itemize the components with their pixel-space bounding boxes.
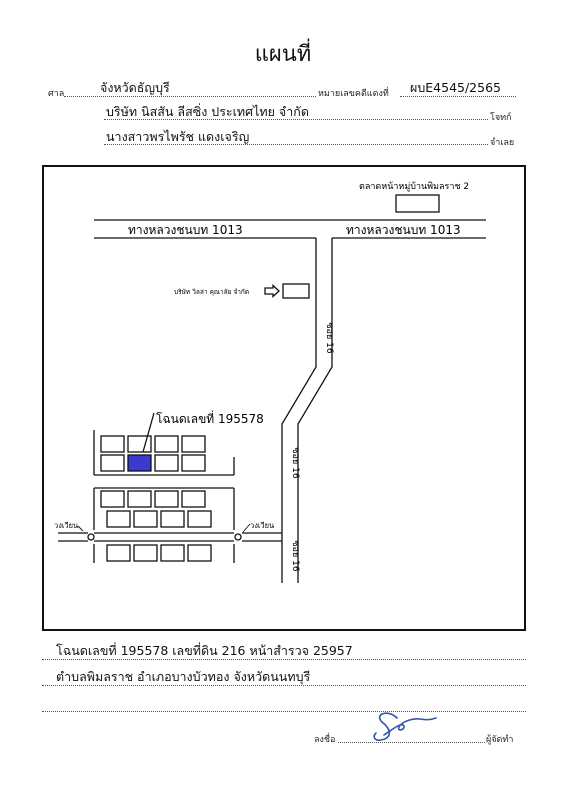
lot (161, 511, 184, 527)
roundabout-right (235, 534, 241, 540)
court-value: จังหวัดธัญบุรี (100, 80, 170, 95)
lot (182, 455, 205, 471)
roundabout-right-leader (243, 524, 250, 532)
lot (182, 491, 205, 507)
deed-label: โฉนดเลขที่ 195578 (156, 412, 264, 426)
footer-dotted-line-1 (42, 659, 526, 660)
lot (101, 491, 124, 507)
lot (155, 455, 178, 471)
roundabout-label-right: วงเวียน (250, 521, 275, 530)
sign-label: ลงชื่อ (314, 735, 336, 745)
lot (188, 511, 211, 527)
lot (182, 436, 205, 452)
plaintiff-value: บริษัท นิสสัน ลีสซิ่ง ประเทศไทย จำกัด (106, 104, 309, 119)
deed-leader-line (143, 413, 154, 452)
case-number-label: หมายเลขคดีแดงที่ (318, 89, 389, 99)
roundabout-left-leader (78, 526, 83, 531)
lot (134, 545, 157, 561)
footer-deed-line: โฉนดเลขที่ 195578 เลขที่ดิน 216 หน้าสำรวจ 25957 (56, 643, 353, 658)
market-label: ตลาดหน้าหมู่บ้านพิมลราช 2 (359, 182, 470, 192)
market-box (396, 195, 439, 212)
defendant-value: นางสาวพรไพรัช แดงเจริญ (106, 129, 250, 144)
footer-dotted-line-3 (42, 711, 526, 712)
soi-road-right-edge (298, 238, 332, 583)
plaintiff-label: โจทก์ (490, 113, 512, 123)
soi-label-lower: ซอย 16 (290, 540, 300, 572)
company-arrow-icon (265, 286, 279, 297)
signature-mark (374, 713, 436, 740)
lot (134, 511, 157, 527)
soi-label-middle: ซอย 16 (290, 447, 300, 479)
lot (128, 436, 151, 452)
lot (155, 491, 178, 507)
lot (161, 545, 184, 561)
lot (101, 436, 124, 452)
company-label: บริษัท วิลล่า คุณาลัย จำกัด (174, 288, 250, 296)
soi-label-upper: ซอย 16 (324, 322, 334, 354)
lot (128, 491, 151, 507)
lot (155, 436, 178, 452)
company-box (283, 284, 309, 298)
page-title: แผนที่ (254, 42, 312, 67)
footer-dotted-line-2 (42, 685, 526, 686)
court-label: ศาล (48, 89, 65, 99)
lot (107, 545, 130, 561)
highlighted-lot (128, 455, 151, 471)
highway-label-left: ทางหลวงชนบท 1013 (128, 223, 243, 237)
roundabout-left (88, 534, 94, 540)
lot (188, 545, 211, 561)
case-number-value: ผบE4545/2565 (410, 80, 501, 95)
soi-road-left-edge (282, 238, 316, 583)
defendant-label: จำเลย (490, 138, 515, 148)
signer-role: ผู้จัดทำ (486, 735, 514, 745)
lot (107, 511, 130, 527)
roundabout-label-left: วงเวียน (54, 521, 79, 530)
signature-dotted-line (338, 742, 485, 743)
highway-label-right: ทางหลวงชนบท 1013 (346, 223, 461, 237)
footer-location-line: ตำบลพิมลราช อำเภอบางบัวทอง จังหวัดนนทบุรี (56, 669, 311, 684)
lot (101, 455, 124, 471)
